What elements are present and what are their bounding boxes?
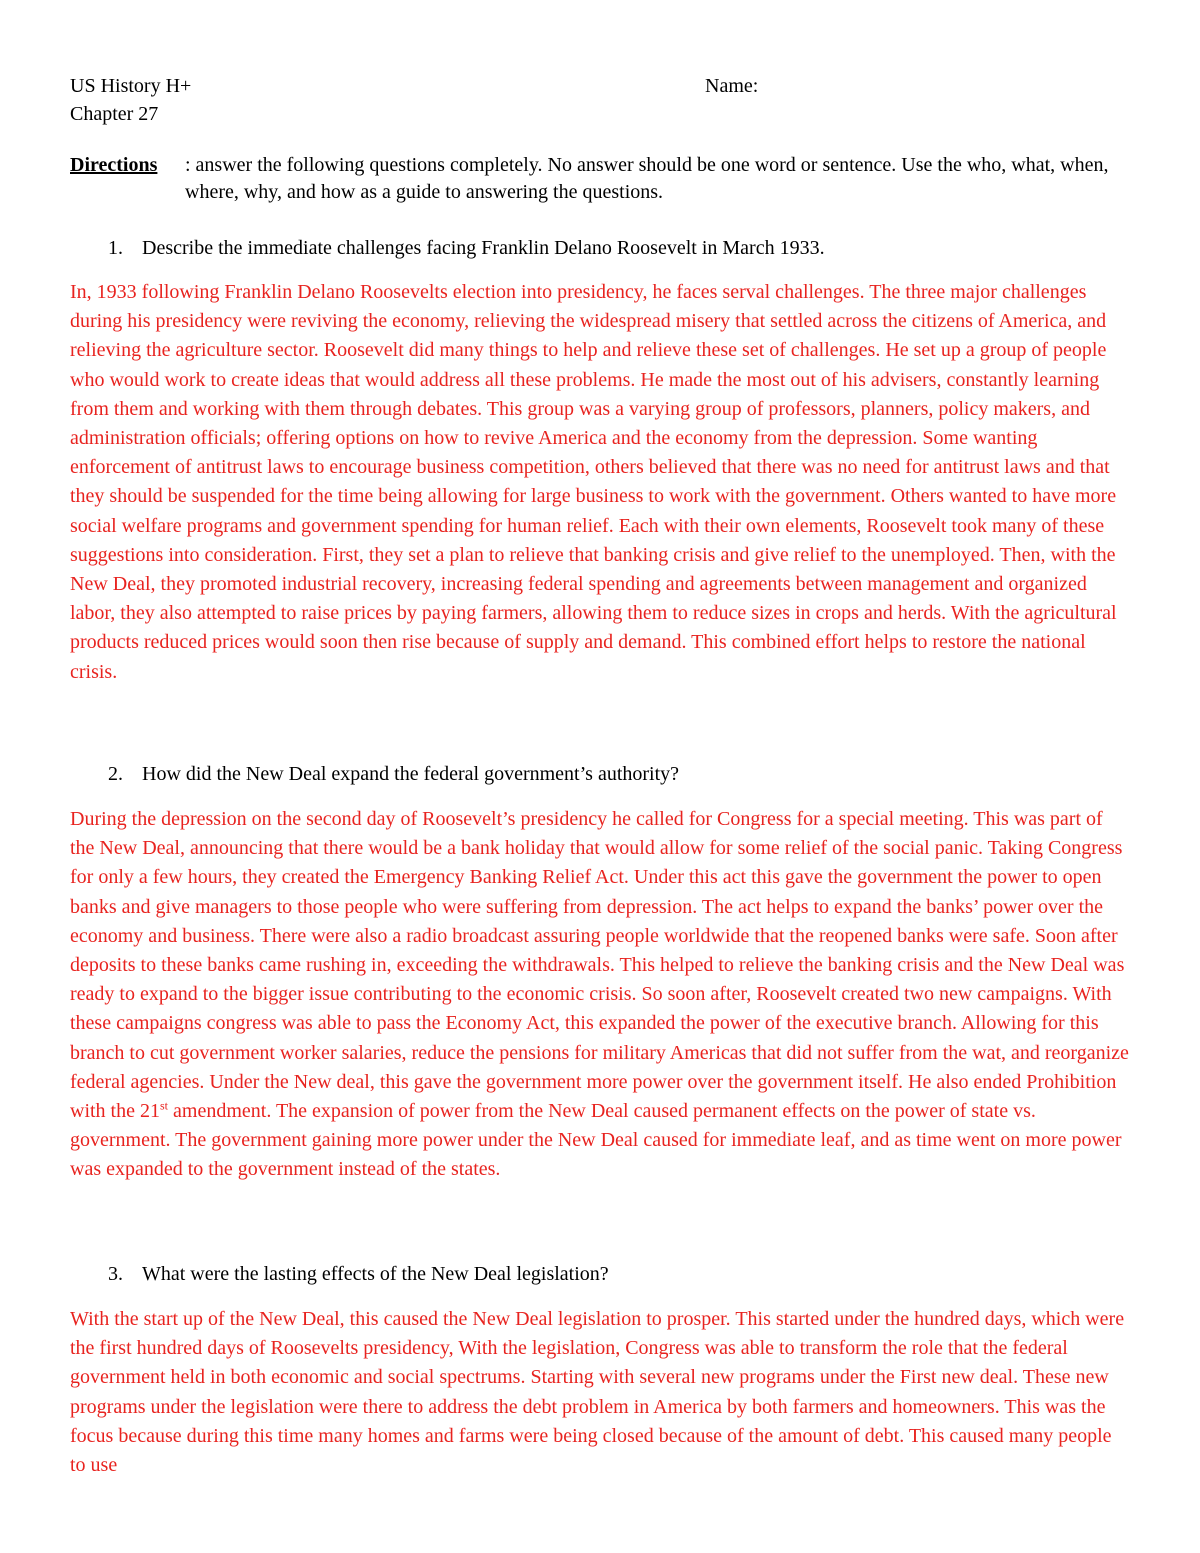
question-text: Describe the immediate challenges facing Franklin Delano Roosevelt in March 1933. [142, 237, 825, 259]
question-text: What were the lasting effects of the New Deal legislation? [142, 1263, 609, 1285]
chapter-title: Chapter 27 [70, 103, 159, 125]
question-text: How did the New Deal expand the federal government’s authority? [142, 763, 680, 785]
answer-2-part-2: amendment. The expansion of power from the New Deal caused permanent effects on the power of state vs. government. The government gaining more power under the New Deal caused for immediate leaf, and as time went on more power was expanded to the government instead of the states. [70, 1100, 1122, 1181]
directions-text: : answer the following questions completely. No answer should be one word or sentence. Use the who, what, when, where, why, and how as a guide to answering the questions. [185, 154, 1109, 203]
question-2 [108, 760, 679, 788]
question-1 [108, 234, 825, 262]
question-number: 2. [108, 763, 123, 785]
question-number: 1. [108, 237, 123, 259]
directions-label: Directions [70, 154, 158, 176]
answer-2-part-1: During the depression on the second day of Roosevelt’s presidency he called for Congress for a special meeting. This was part of the New Deal, announcing that there would be a bank holiday that would allow for some relief of the social panic. Taking Congress for only a few hours, they created the Emergency Banking Relief Act. Under this act this gave the government the power to open banks and give managers to those people who were suffering from depression. The act helps to expand the banks’ power over the economy and business. There were also a radio broadcast assuring people worldwide that the reopened banks were safe. Soon after deposits to these banks came rushing in, exceeding the withdrawals. This helped to relieve the banking crisis and the New Deal was ready to expand to the bigger issue contributing to the economic crisis. So soon after, Roosevelt created two new campaigns. With these campaigns congress was able to pass the Economy Act, this expanded the power of the executive branch. Allowing for this branch to cut government worker salaries, reduce the pensions for military Americas that did not suffer from the wat, and reorganize federal agencies. Under the New deal, this gave the government more power over the government itself. He also ended Prohibition with the 21 [70, 808, 1129, 1123]
name-label: Name: [705, 75, 759, 97]
answer-2 [70, 805, 1132, 1185]
answer-1: In, 1933 following Franklin Delano Roosevelts election into presidency, he faces serval challenges. The three major challenges during his presidency were reviving the economy, relieving the widespread misery that settled across the citizens of America, and relieving the agriculture sector. Roosevelt did many things to help and relieve these set of challenges. He set up a group of people who would work to create ideas that would address all these problems. He made the most out of his advisers, constantly learning from them and working with them through debates. This group was a varying group of professors, planners, policy makers, and administration officials; offering options on how to revive America and the economy from the depression. Some wanting enforcement of antitrust laws to encourage business competition, others believed that there was no need for antitrust laws and that they should be suspended for the time being allowing for large business to work with the government. Others wanted to have more social welfare programs and government spending for human relief. Each with their own elements, Roosevelt took many of these suggestions into consideration. First, they set a plan to relieve that banking crisis and give relief to the unemployed. Then, with the New Deal, they promoted industrial recovery, increasing federal spending and agreements between management and organized labor, they also attempted to raise prices by paying farmers, allowing them to reduce sizes in crops and herds. With the agricultural products reduced prices would soon then rise because of supply and demand. This combined effort helps to restore the national crisis. [70, 281, 1117, 683]
ordinal-suffix: st [160, 1098, 169, 1113]
answer-3: With the start up of the New Deal, this caused the New Deal legislation to prosper. This started under the hundred days, which were the first hundred days of Roosevelts presidency, With the legislation, Congress was able to transform the role that the federal government held in both economic and social spectrums. Starting with several new programs under the First new deal. These new programs under the legislation were there to address the debt problem in America by both farmers and homeowners. This was the focus because during this time many homes and farms were being closed because of the amount of debt. This caused many people to use [70, 1308, 1125, 1477]
question-3 [108, 1260, 609, 1288]
question-number: 3. [108, 1263, 123, 1285]
directions-block [70, 152, 1140, 206]
course-title: US History H+ [70, 75, 192, 97]
